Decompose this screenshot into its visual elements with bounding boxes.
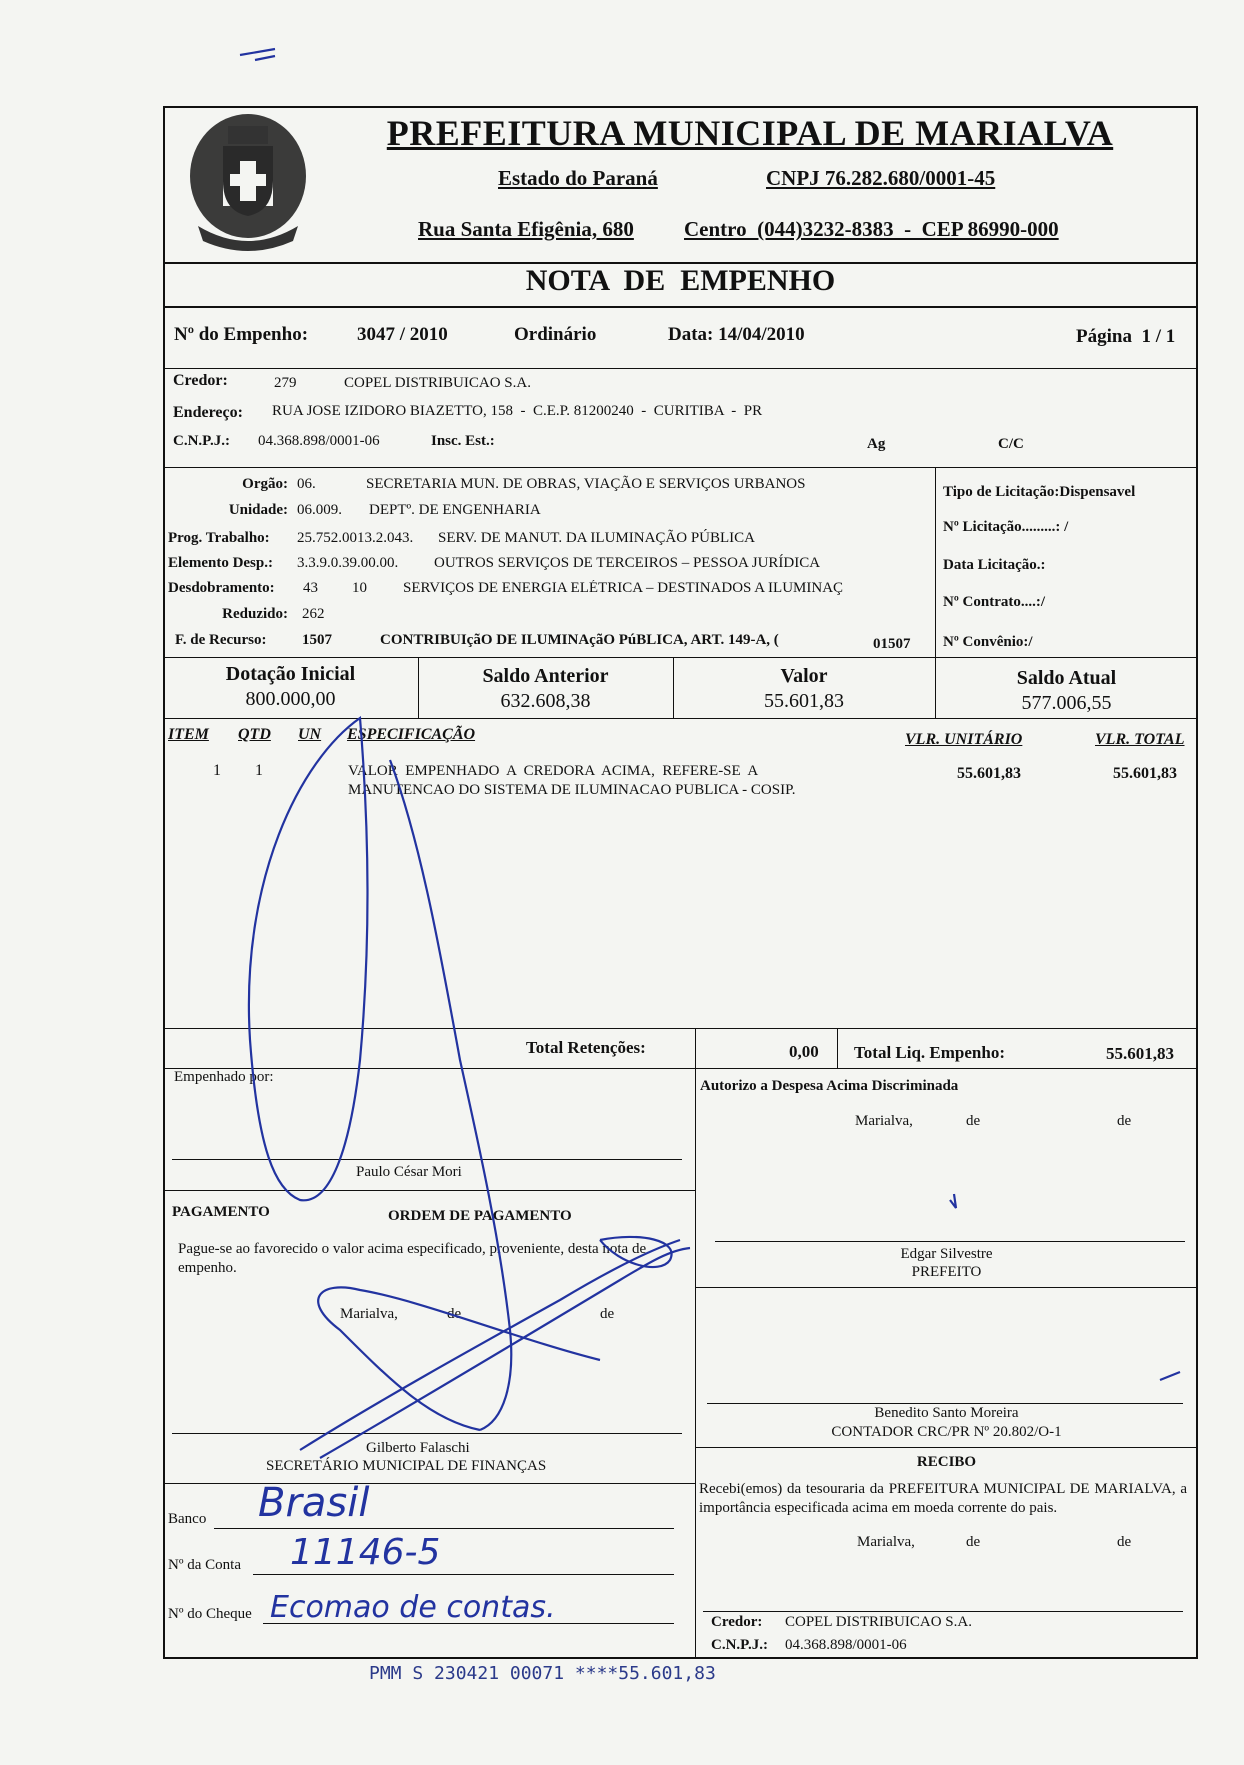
cheque-value[interactable]: Ecomao de contas. bbox=[270, 1590, 556, 1625]
recurso-code: 1507 bbox=[302, 632, 332, 648]
ordem-de-1: de bbox=[447, 1306, 462, 1322]
cheque-label: Nº do Cheque bbox=[168, 1606, 252, 1622]
dotacao-inicial-value: 800.000,00 bbox=[245, 688, 336, 710]
cnpj-label: C.N.P.J.: bbox=[173, 433, 230, 449]
conta-value[interactable]: 11146-5 bbox=[290, 1532, 441, 1573]
prog-label: Prog. Trabalho: bbox=[168, 530, 270, 546]
prefeito-cargo: PREFEITO bbox=[911, 1264, 982, 1280]
recurso-desc: CONTRIBUIçãO DE ILUMINAçãO PúBLICA, ART. 149-A, ( bbox=[380, 632, 779, 648]
payment-stamp: PMM S 230421 00071 ****55.601,83 bbox=[369, 1663, 716, 1684]
recibo-cnpj: 04.368.898/0001-06 bbox=[785, 1637, 907, 1653]
recibo-marialva: Marialva, bbox=[857, 1534, 915, 1550]
row-vlr-unitario: 55.601,83 bbox=[957, 765, 1021, 782]
banco-label: Banco bbox=[168, 1511, 207, 1527]
pagamento-label: PAGAMENTO bbox=[172, 1204, 270, 1220]
ordem-pagamento-label: ORDEM DE PAGAMENTO bbox=[388, 1208, 572, 1224]
elemento-label: Elemento Desp.: bbox=[168, 555, 273, 571]
conta-label: Nº da Conta bbox=[168, 1557, 241, 1573]
banco-field-line bbox=[214, 1528, 674, 1529]
valor-label: Valor bbox=[780, 665, 828, 687]
licitacao-data: Data Licitação.: bbox=[943, 557, 1046, 573]
saldo-atual-label: Saldo Atual bbox=[1016, 667, 1117, 689]
document-title: NOTA DE EMPENHO bbox=[525, 264, 836, 297]
desdobramento-code-2: 10 bbox=[352, 580, 367, 596]
contrato-numero: Nº Contrato....:/ bbox=[943, 594, 1046, 610]
autorizo-marialva: Marialva, bbox=[855, 1113, 913, 1129]
elemento-desc: OUTROS SERVIÇOS DE TERCEIROS – PESSOA JURÍDICA bbox=[434, 555, 821, 571]
header-cnpj: CNPJ 76.282.680/0001-45 bbox=[766, 166, 996, 190]
contador-cargo: CONTADOR CRC/PR Nº 20.802/O-1 bbox=[831, 1424, 1062, 1440]
prog-desc: SERV. DE MANUT. DA ILUMINAÇÃO PÚBLICA bbox=[438, 530, 756, 546]
col-header-vlr-unitario: VLR. UNITÁRIO bbox=[905, 731, 1023, 748]
col-header-especificacao: ESPECIFICAÇÃO bbox=[347, 726, 476, 743]
row-vlr-total: 55.601,83 bbox=[1113, 765, 1177, 782]
reduzido-value: 262 bbox=[302, 606, 325, 622]
row-spec-line-1: VALOR EMPENHADO A CREDORA ACIMA, REFERE-SE A bbox=[348, 763, 759, 779]
credor-address: RUA JOSE IZIDORO BIAZETTO, 158 - C.E.P. 81200240 - CURITIBA - PR bbox=[272, 403, 763, 419]
reduzido-label: Reduzido: bbox=[222, 606, 288, 622]
pague-text: Pague-se ao favorecido o valor acima especificado, proveniente, desta nota de empenho. bbox=[178, 1241, 647, 1276]
row-item: 1 bbox=[213, 762, 221, 779]
empenhado-signature-line bbox=[172, 1159, 682, 1160]
recurso-label: F. de Recurso: bbox=[175, 632, 267, 648]
orgao-label: Orgão: bbox=[242, 476, 288, 492]
prefeito-signature-line bbox=[715, 1241, 1185, 1242]
orgao-code: 06. bbox=[297, 476, 316, 492]
row-qtd: 1 bbox=[255, 762, 263, 779]
header-district-phone-cep: Centro (044)3232-8383 - CEP 86990-000 bbox=[684, 217, 1059, 241]
recibo-text: Recebi(emos) da tesouraria da PREFEITURA MUNICIPAL DE MARIALVA, a importância especificada acima em moeda corrente do pais. bbox=[699, 1481, 1187, 1516]
licitacao-tipo: Tipo de Licitação:Dispensavel bbox=[943, 484, 1136, 500]
orgao-desc: SECRETARIA MUN. DE OBRAS, VIAÇÃO E SERVIÇOS URBANOS bbox=[366, 476, 806, 492]
coat-of-arms-logo bbox=[178, 106, 318, 256]
empenho-number-label: Nº do Empenho: bbox=[174, 324, 309, 345]
total-liq-value: 55.601,83 bbox=[1106, 1044, 1174, 1063]
ordem-marialva: Marialva, bbox=[340, 1306, 398, 1322]
credor-cnpj: 04.368.898/0001-06 bbox=[258, 433, 380, 449]
recibo-de-1: de bbox=[966, 1534, 981, 1550]
credor-label: Credor: bbox=[173, 372, 228, 389]
account-label: C/C bbox=[998, 436, 1024, 452]
recurso-code-2: 01507 bbox=[873, 636, 911, 652]
elemento-code: 3.3.9.0.39.00.00. bbox=[297, 555, 399, 571]
desdobramento-code-1: 43 bbox=[303, 580, 318, 596]
unidade-code: 06.009. bbox=[297, 502, 342, 518]
empenhado-nome: Paulo César Mori bbox=[356, 1164, 462, 1180]
secretario-cargo: SECRETÁRIO MUNICIPAL DE FINANÇAS bbox=[266, 1458, 547, 1474]
saldo-anterior-label: Saldo Anterior bbox=[482, 665, 609, 687]
empenho-number: 3047 / 2010 bbox=[357, 324, 448, 345]
page-number: Página 1 / 1 bbox=[1076, 326, 1176, 347]
autorizo-de-2: de bbox=[1117, 1113, 1132, 1129]
empenho-date: Data: 14/04/2010 bbox=[668, 324, 805, 345]
unidade-label: Unidade: bbox=[228, 502, 288, 518]
address-label: Endereço: bbox=[173, 404, 243, 421]
col-header-item: ITEM bbox=[168, 726, 209, 743]
secretario-nome: Gilberto Falaschi bbox=[366, 1440, 470, 1456]
col-header-un: UN bbox=[298, 726, 322, 743]
agency-label: Ag bbox=[867, 436, 886, 452]
convenio-numero: Nº Convênio:/ bbox=[943, 634, 1033, 650]
col-header-qtd: QTD bbox=[238, 726, 271, 743]
recibo-credor-name: COPEL DISTRIBUICAO S.A. bbox=[785, 1614, 972, 1630]
empenho-type: Ordinário bbox=[514, 324, 597, 345]
total-liq-label: Total Liq. Empenho: bbox=[854, 1043, 1005, 1062]
secretario-signature-line bbox=[172, 1433, 682, 1434]
desdobramento-desc: SERVIÇOS DE ENERGIA ELÉTRICA – DESTINADOS A ILUMINAÇ bbox=[403, 580, 844, 596]
retencoes-label: Total Retenções: bbox=[526, 1038, 646, 1057]
contador-signature-line bbox=[707, 1403, 1183, 1404]
conta-field-line bbox=[253, 1574, 674, 1575]
autorizo-de-1: de bbox=[966, 1113, 981, 1129]
header-street: Rua Santa Efigênia, 680 bbox=[418, 217, 634, 241]
state-name: Estado do Paraná bbox=[498, 166, 658, 190]
city-hall-title: PREFEITURA MUNICIPAL DE MARIALVA bbox=[386, 113, 1114, 153]
retencoes-value: 0,00 bbox=[789, 1042, 819, 1061]
licitacao-numero: Nº Licitação.........: / bbox=[943, 519, 1069, 535]
valor-value: 55.601,83 bbox=[764, 690, 844, 712]
saldo-anterior-value: 632.608,38 bbox=[500, 690, 591, 712]
insc-est-label: Insc. Est.: bbox=[431, 433, 495, 449]
recibo-title: RECIBO bbox=[916, 1454, 977, 1470]
ordem-de-2: de bbox=[600, 1306, 615, 1322]
prefeito-nome: Edgar Silvestre bbox=[900, 1246, 993, 1262]
contador-nome: Benedito Santo Moreira bbox=[874, 1405, 1019, 1421]
credor-name: COPEL DISTRIBUICAO S.A. bbox=[344, 375, 531, 391]
autorizo-label: Autorizo a Despesa Acima Discriminada bbox=[700, 1078, 959, 1094]
recibo-signature-line bbox=[703, 1611, 1183, 1612]
recibo-cnpj-label: C.N.P.J.: bbox=[711, 1637, 768, 1653]
dotacao-inicial-label: Dotação Inicial bbox=[225, 663, 356, 685]
prog-code: 25.752.0013.2.043. bbox=[297, 530, 414, 546]
row-spec-line-2: MANUTENCAO DO SISTEMA DE ILUMINACAO PUBLICA - COSIP. bbox=[348, 782, 796, 798]
recibo-credor-label: Credor: bbox=[711, 1614, 763, 1630]
desdobramento-label: Desdobramento: bbox=[168, 580, 275, 596]
saldo-atual-value: 577.006,55 bbox=[1021, 692, 1112, 714]
col-header-vlr-total: VLR. TOTAL bbox=[1095, 731, 1185, 748]
banco-value[interactable]: Brasil bbox=[258, 1480, 370, 1526]
unidade-desc: DEPTº. DE ENGENHARIA bbox=[369, 502, 541, 518]
empenhado-por-label: Empenhado por: bbox=[174, 1069, 274, 1085]
recibo-de-2: de bbox=[1117, 1534, 1132, 1550]
credor-code: 279 bbox=[274, 375, 297, 391]
